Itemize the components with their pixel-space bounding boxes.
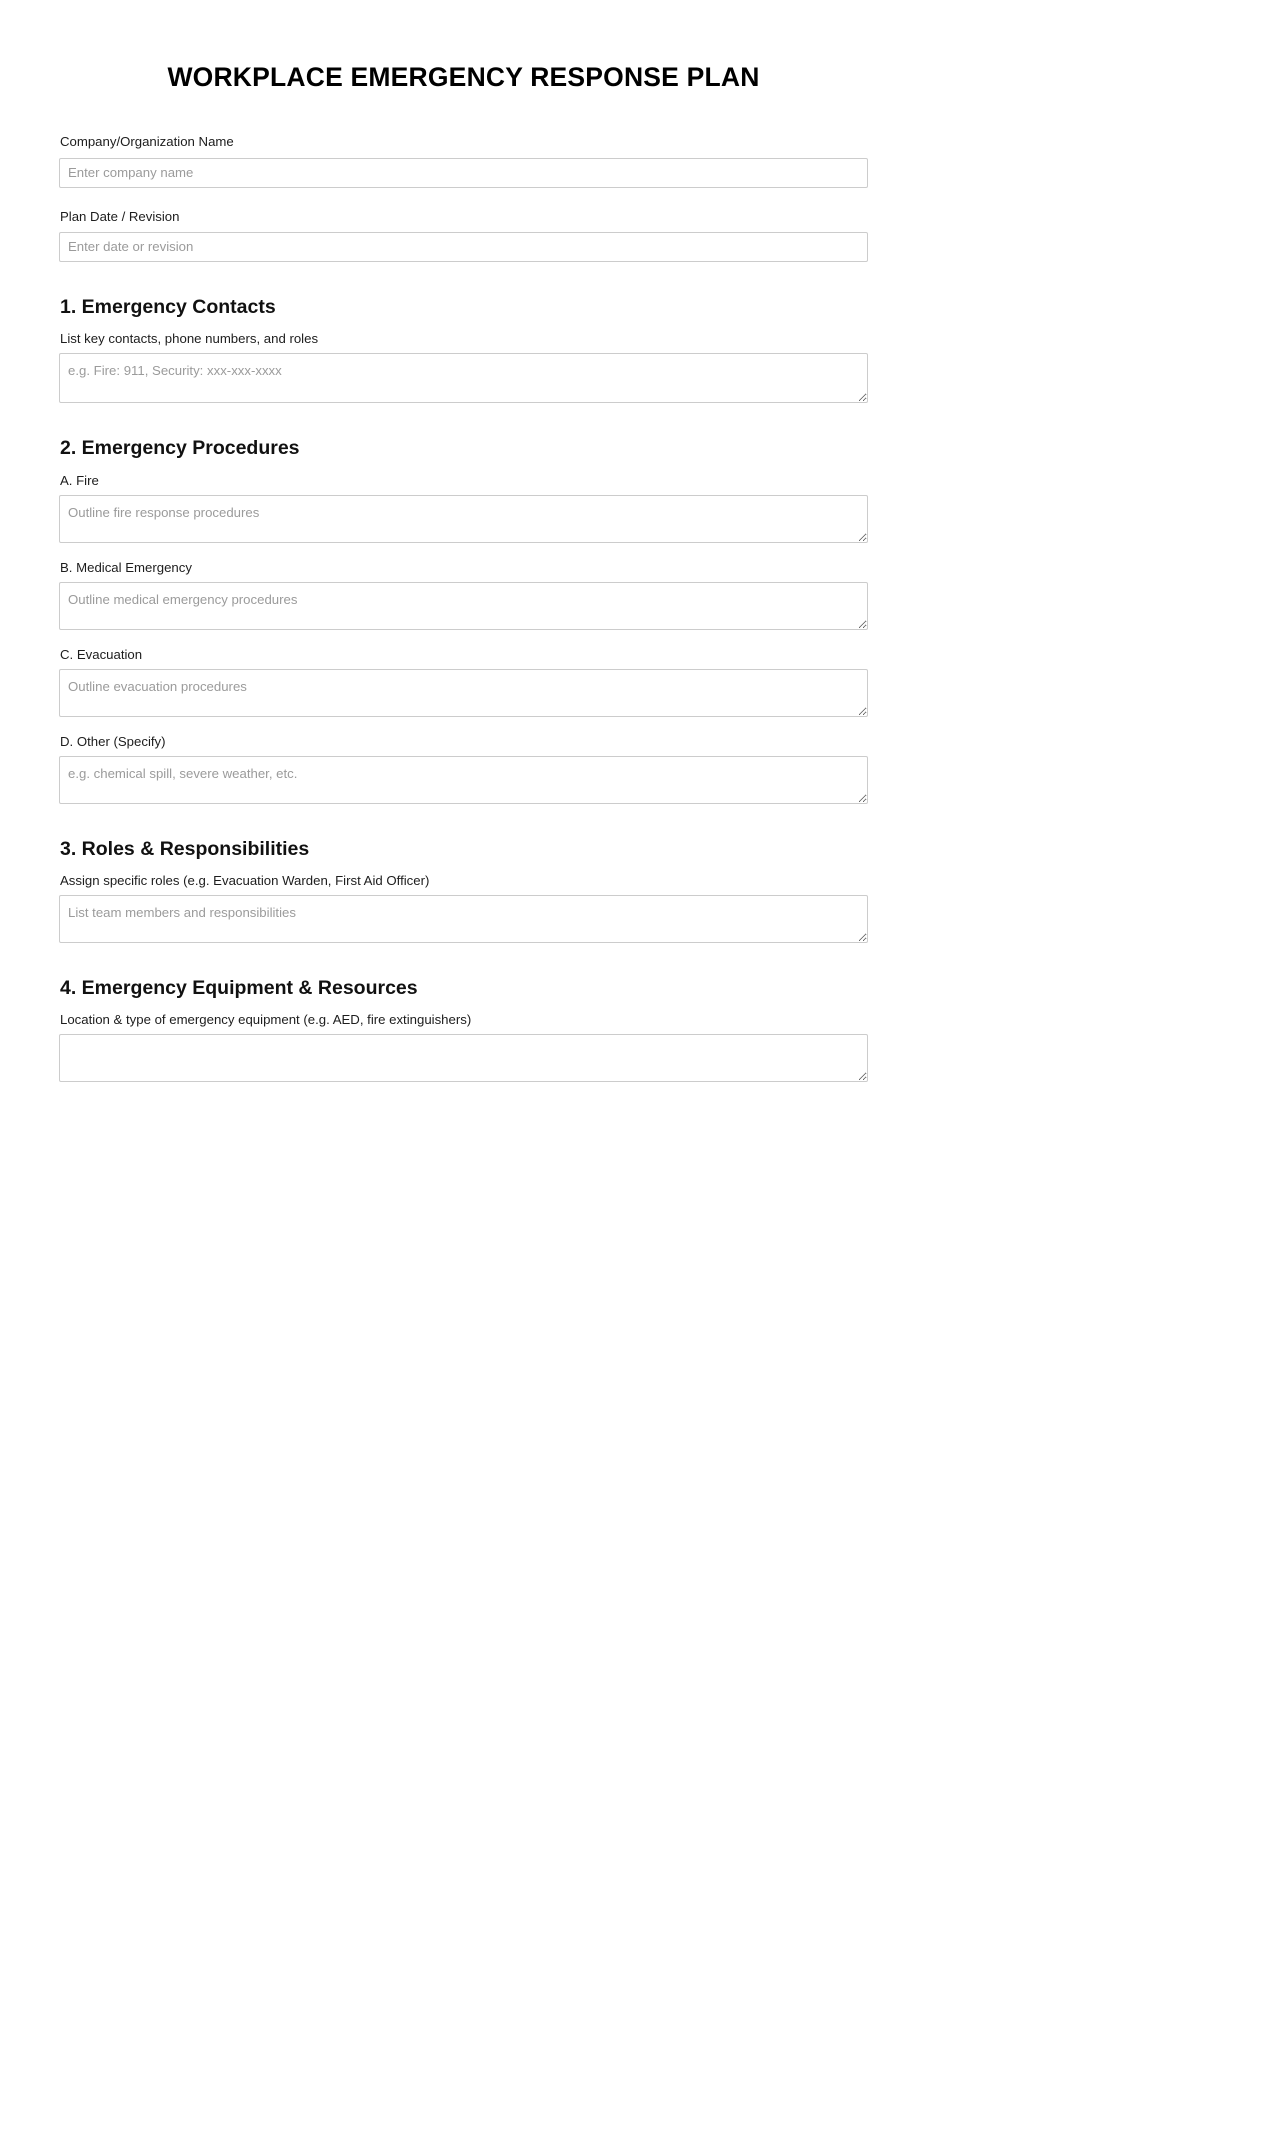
plan-date-input[interactable] — [59, 232, 868, 262]
field-procedure-medical — [59, 560, 868, 630]
field-label-plan-date: Plan Date / Revision — [60, 208, 180, 224]
field-assign-roles — [59, 873, 868, 943]
field-label-key-contacts: List key contacts, phone numbers, and roles — [60, 331, 319, 347]
field-label-procedure-medical: B. Medical Emergency — [60, 559, 192, 575]
section-emergency-equipment — [59, 977, 868, 1082]
field-company-name — [59, 133, 868, 187]
assign-roles-textarea[interactable] — [59, 895, 868, 943]
field-label-equipment-location: Location & type of emergency equipment (e.g. AED, fire extinguishers) — [60, 1012, 472, 1028]
field-label-procedure-other: D. Other (Specify) — [60, 733, 166, 749]
field-label-assign-roles: Assign specific roles (e.g. Evacuation Warden, First Aid Officer) — [60, 872, 430, 888]
procedure-fire-textarea[interactable] — [59, 495, 868, 543]
procedure-medical-textarea[interactable] — [59, 582, 868, 630]
field-equipment-location — [59, 1012, 868, 1082]
section-heading-roles-responsibilities: 3. Roles & Responsibilities — [60, 837, 310, 860]
procedure-evacuation-textarea[interactable] — [59, 669, 868, 717]
field-key-contacts — [59, 331, 868, 403]
page-title: WORKPLACE EMERGENCY RESPONSE PLAN — [167, 62, 760, 92]
field-procedure-fire — [59, 473, 868, 543]
section-heading-emergency-procedures: 2. Emergency Procedures — [60, 437, 300, 460]
field-label-company-name: Company/Organization Name — [60, 134, 234, 150]
section-heading-emergency-equipment: 4. Emergency Equipment & Resources — [60, 976, 418, 999]
field-plan-date — [59, 208, 868, 262]
emergency-response-form — [59, 0, 868, 1082]
section-roles-responsibilities — [59, 838, 868, 943]
field-procedure-other — [59, 734, 868, 804]
field-label-procedure-evacuation: C. Evacuation — [60, 646, 143, 662]
field-label-procedure-fire: A. Fire — [60, 472, 99, 488]
procedure-other-textarea[interactable] — [59, 756, 868, 804]
section-emergency-procedures — [59, 437, 868, 803]
section-emergency-contacts — [59, 296, 868, 403]
section-heading-emergency-contacts: 1. Emergency Contacts — [60, 295, 276, 318]
field-procedure-evacuation — [59, 647, 868, 717]
equipment-location-textarea[interactable] — [59, 1034, 868, 1082]
key-contacts-textarea[interactable] — [59, 353, 868, 403]
company-name-input[interactable] — [59, 158, 868, 188]
